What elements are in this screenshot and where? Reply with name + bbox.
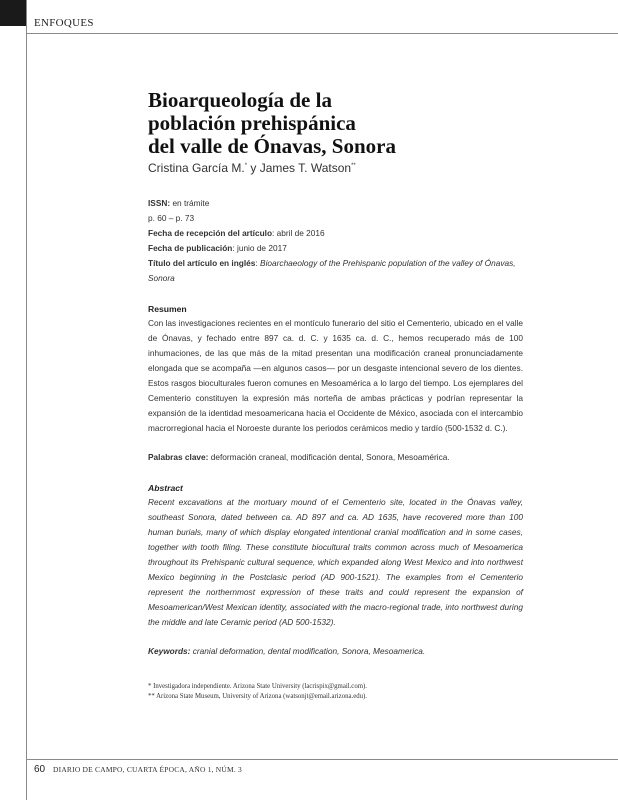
abstract-text: Recent excavations at the mortuary mound of el Cementerio site, located in the Ónavas valley, southeast Sonora, dated between ca. AD 897 and ca. AD 1635, have recovered more than 100 human burials, many of which display elongated intentional cranial modification and in some cases, together with tooth filing. These constitute biocultural traits common across much of Mesoamerica throughout its Prehispanic cultural sequence, which expanded along West Mexico and into northwest Mexico beginning in the Postclasic period (AD 900-1521). The examples from el Cementerio represent the northernmost expression of these traits and could represent the expansion of Mesoamerican/West Mexican identity, associated with the macro-regional trade, into northwest during the middle and late Ceramic period (AD 500-1532). (148, 497, 523, 627)
keywords-line (148, 644, 523, 659)
author-1-footnote-mark: * (244, 163, 248, 169)
author-1: Cristina García M. (148, 161, 245, 175)
article-metadata (148, 196, 523, 286)
resumen-heading: Resumen (148, 304, 187, 314)
section-label: ENFOQUES (34, 17, 94, 29)
resumen-text: Con las investigaciones recientes en el montículo funerario del sitio el Cementerio, ubicado en el valle de Ónavas, y fechado entre 897 ca. d. C. y 1635 ca. d. C., hemos recuperado más de 100 inhumaciones, de las que más de la mitad presentan una modificación craneal pronunciadamente elongada que se acompaña —en algunos casos— por un desgaste intencional severo de los dientes. Estos rasgos bioculturales fueron comunes en Mesoamérica a lo largo del tiempo. Los ejemplares del Cementerio constituyen la expresión más norteña de ambas prácticas y podrían representar la expansión de la identidad mesoamericana hacia el Occidente de México, asociada con el intercambio macrorregional hacia el Noroeste durante los periodos cerámicos medio y tardío (500-1532 d. C.). (148, 318, 523, 433)
journal-footer: DIARIO DE CAMPO, CUARTA ÉPOCA, AÑO 1, NÚM. 3 (53, 765, 243, 774)
english-title-sep: : (255, 258, 261, 268)
footnotes (148, 682, 523, 702)
page-number: 60 (34, 764, 46, 775)
keywords-label: Keywords: (148, 646, 191, 656)
published-label: Fecha de publicación (148, 243, 233, 253)
issn-value: en trámite (170, 198, 210, 208)
author-2: James T. Watson (259, 161, 352, 175)
pages-line: p. 60 – p. 73 (148, 213, 195, 223)
palabras-clave-line (148, 450, 523, 465)
article-title: Bioarqueología de la población prehispánica del valle de Ónavas, Sonora (148, 88, 396, 158)
footer-rule (26, 759, 618, 760)
header-rule (26, 33, 618, 34)
received-value: : abril de 2016 (272, 228, 325, 238)
english-title-line (148, 256, 523, 286)
abstract-heading: Abstract (148, 483, 183, 493)
palabras-clave-label: Palabras clave: (148, 452, 209, 462)
issn-label: ISSN: (148, 198, 171, 208)
corner-block (0, 0, 26, 26)
issn-line (148, 196, 523, 211)
footnote-2: ** Arizona State Museum, University of Arizona (watsonjt@email.arizona.edu). (148, 693, 367, 700)
palabras-clave-value: deformación craneal, modificación dental, Sonora, Mesoamérica. (208, 452, 450, 462)
keywords-value: cranial deformation, dental modification, Sonora, Mesoamerica. (190, 646, 426, 656)
published-value: : junio de 2017 (232, 243, 287, 253)
authors-line (148, 158, 523, 176)
received-label: Fecha de recepción del artículo (148, 228, 273, 238)
author-joiner: y (247, 161, 260, 175)
received-line (148, 226, 523, 241)
author-2-footnote-mark: ** (351, 163, 356, 169)
english-title-label: Título del artículo en inglés (148, 258, 256, 268)
left-margin-rule (26, 0, 27, 800)
article-body (148, 89, 523, 659)
footnote-1: * Investigadora independiente. Arizona State University (lacrispix@gmail.com). (148, 683, 367, 690)
published-line (148, 241, 523, 256)
english-title-value: Bioarchaeology of the Prehispanic population of the valley of Ónavas, Sonora (148, 258, 516, 283)
